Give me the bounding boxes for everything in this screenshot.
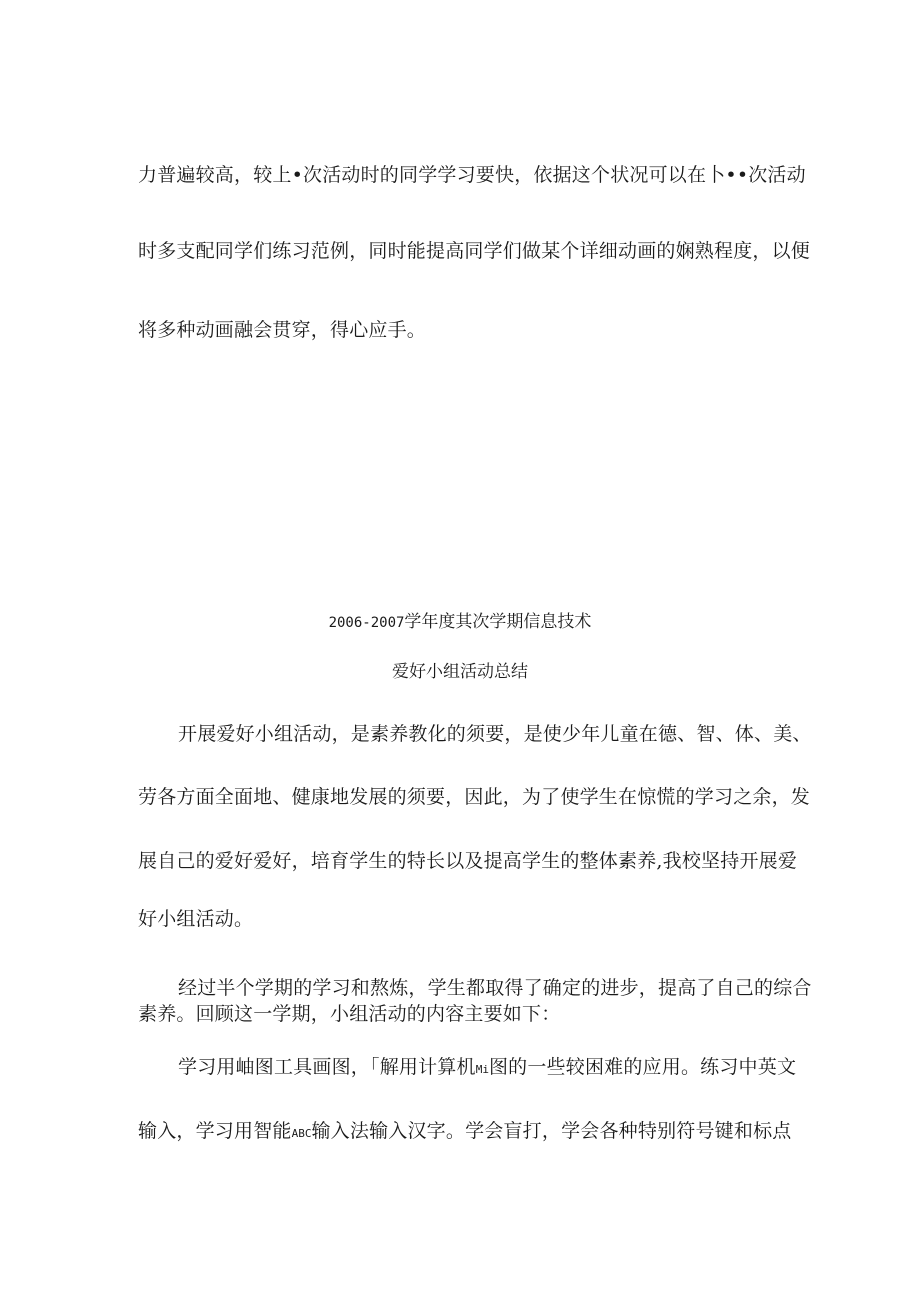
paragraph2-line-1: 经过半个学期的学习和熬炼，学生都取得了确定的进步，提高了自己的综合 (178, 977, 812, 999)
paragraph3-line-2-a: 输入，学习用智能 (138, 1120, 292, 1142)
paragraph3-line-1-a: 学习用岫图工具画图，「解用计算机 (178, 1056, 476, 1078)
paragraph3-line-2 (138, 1119, 792, 1146)
paragraph1-line-1: 开展爱好小组活动，是素养教化的须要，是使少年儿童在德、智、体、美、 (178, 723, 812, 745)
paragraph1-line-2: 劳各方面全面地、健康地发展的须要，因此，为了使学生在惊慌的学习之余，发 (138, 786, 811, 808)
heading-year: 2006-2007 (328, 615, 405, 631)
paragraph1-line-3: 展自己的爱好爱好，培育学生的特长以及提高学生的整体素养,我校坚持开展爱 (138, 850, 798, 872)
paragraph3-line-2-c: 输入法输入汉字。学会盲打，学会各种特别符号键和标点 (311, 1120, 792, 1142)
intro-line-3: 将多种动画融会贯穿，得心应手。 (138, 319, 427, 341)
heading-title: 学年度其次学期信息技术 (404, 612, 592, 632)
paragraph3-line-1-c: 图的一些较困难的应用。练习中英文 (488, 1056, 797, 1078)
paragraph2-line-2: 素养。回顾这一学期，小组活动的内容主要如下： (138, 1003, 561, 1025)
document-subtitle: 爱好小组活动总结 (392, 662, 528, 682)
paragraph3-line-1 (178, 1055, 797, 1082)
paragraph3-line-2-b: ABC (291, 1127, 312, 1140)
paragraph1-line-4: 好小组活动。 (138, 908, 254, 930)
intro-line-1: 力普遍较高，较上•次活动时的同学学习要快，依据这个状况可以在卜••次活动 (138, 164, 806, 186)
document-heading (0, 610, 920, 635)
paragraph3-line-1-b: Mi (475, 1063, 489, 1076)
intro-line-2: 时多支配同学们练习范例，同时能提高同学们做某个详细动画的娴熟程度，以便 (138, 240, 811, 262)
